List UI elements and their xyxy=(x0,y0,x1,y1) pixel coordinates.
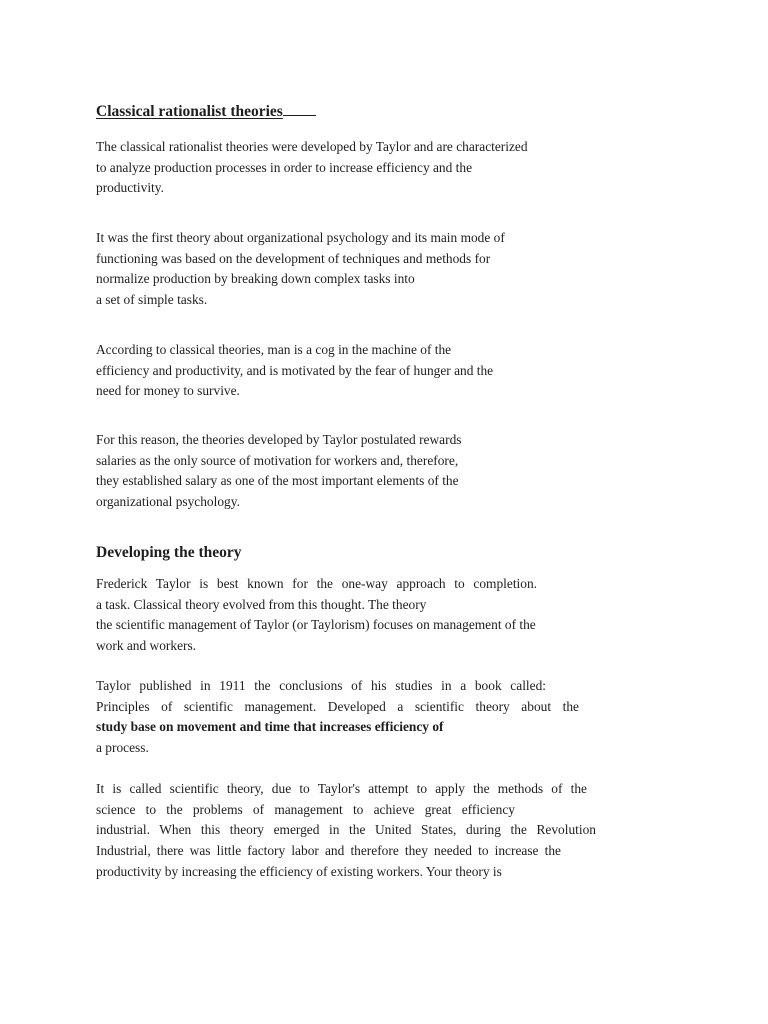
paragraph-line: work and workers. xyxy=(96,638,197,654)
paragraph-line: they established salary as one of the most important elements of the xyxy=(96,473,459,489)
paragraph-line: a process. xyxy=(96,740,149,756)
paragraph-line: For this reason, the theories developed by Taylor postulated rewards xyxy=(96,432,462,447)
document-title-text: Classical rationalist theories xyxy=(96,103,283,120)
paragraph-line: According to classical theories, man is a cog in the machine of the xyxy=(96,342,452,357)
title-underline-tail xyxy=(283,102,316,116)
paragraph-6 xyxy=(96,676,579,759)
paragraph-line: need for money to survive. xyxy=(96,383,240,399)
paragraph-line: Industrial, there was little factory labor and therefore they needed to increase the xyxy=(96,843,561,859)
paragraph-line: productivity by increasing the efficiency of existing workers. Your theory is xyxy=(96,863,502,879)
paragraph-line: organizational psychology. xyxy=(96,494,240,510)
paragraph-line: to analyze production processes in order to increase efficiency and the xyxy=(96,159,473,175)
paragraph-2 xyxy=(96,228,505,311)
paragraph-5 xyxy=(96,574,537,657)
paragraph-line: It is called scientific theory, due to Taylor's attempt to apply the methods of the xyxy=(96,781,587,796)
paragraph-line: a set of simple tasks. xyxy=(96,292,208,308)
paragraph-3 xyxy=(96,340,493,402)
paragraph-line: functioning was based on the development of techniques and methods for xyxy=(96,250,491,266)
paragraph-line: salaries as the only source of motivation for workers and, therefore, xyxy=(96,452,459,468)
document-title xyxy=(96,102,316,122)
paragraph-1 xyxy=(96,137,528,199)
paragraph-line: industrial. When this theory emerged in the United States, during the Revolution xyxy=(96,822,596,838)
paragraph-line-bold: study base on movement and time that increases efficiency of xyxy=(96,719,444,735)
paragraph-line: It was the first theory about organizational psychology and its main mode of xyxy=(96,230,505,245)
section-heading: Developing the theory xyxy=(96,544,242,561)
paragraph-line: Frederick Taylor is best known for the one-way approach to completion. xyxy=(96,576,537,591)
paragraph-4 xyxy=(96,430,461,513)
paragraph-7 xyxy=(96,779,596,883)
paragraph-line: a task. Classical theory evolved from this thought. The theory xyxy=(96,596,427,612)
paragraph-line: Taylor published in 1911 the conclusions of his studies in a book called: xyxy=(96,678,546,693)
paragraph-line: The classical rationalist theories were developed by Taylor and are characterized xyxy=(96,139,528,154)
paragraph-line: Principles of scientific management. Developed a scientific theory about the xyxy=(96,698,579,714)
paragraph-line: efficiency and productivity, and is motivated by the fear of hunger and the xyxy=(96,362,494,378)
paragraph-line: productivity. xyxy=(96,180,164,196)
paragraph-line: normalize production by breaking down complex tasks into xyxy=(96,271,415,287)
paragraph-line: science to the problems of management to achieve great efficiency xyxy=(96,801,515,817)
paragraph-line: the scientific management of Taylor (or Taylorism) focuses on management of the xyxy=(96,617,536,633)
